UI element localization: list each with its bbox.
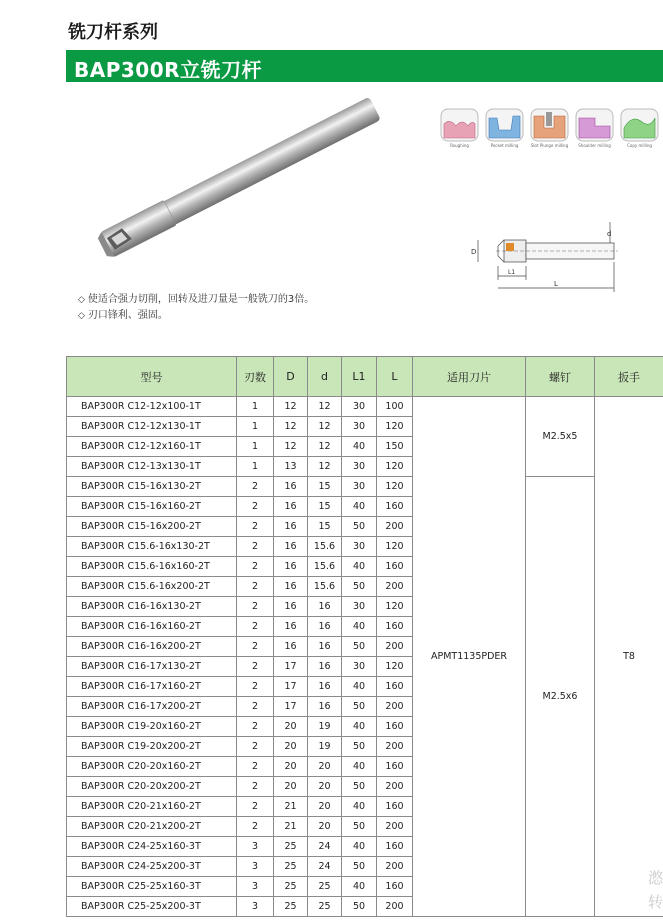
cell-L1: 40 [342,757,377,777]
cell-d: 25 [308,897,342,917]
cell-d: 16 [308,697,342,717]
app-label: Pocket milling [490,143,519,148]
cell-L1: 40 [342,837,377,857]
cell-L: 160 [377,757,413,777]
cell-L1: 50 [342,737,377,757]
watermark-char: 转 [647,893,663,911]
cell-L1: 40 [342,437,377,457]
cell-L: 160 [377,557,413,577]
drawing-label-D: D [471,248,477,256]
cell-d: 15.6 [308,557,342,577]
cell-model: BAP300R C16-17x130-2T [67,657,237,677]
spec-table [66,356,663,917]
app-label: Shoulder milling [578,143,611,148]
cell-d: 16 [308,677,342,697]
watermark-char: 滺 [647,869,663,887]
cell-D: 21 [274,797,308,817]
cell-flutes: 1 [237,457,274,477]
cell-model: BAP300R C16-16x200-2T [67,637,237,657]
cell-model: BAP300R C15-16x160-2T [67,497,237,517]
cell-L: 120 [377,477,413,497]
cell-d: 15.6 [308,537,342,557]
app-slot-plunge [530,108,569,148]
cell-model: BAP300R C16-17x160-2T [67,677,237,697]
cell-d: 16 [308,597,342,617]
feature-item: ◇ 刃口锋利、强固。 [78,308,314,324]
cell-model: BAP300R C15.6-16x200-2T [67,577,237,597]
cell-L: 200 [377,697,413,717]
cell-D: 16 [274,517,308,537]
cell-D: 16 [274,557,308,577]
cell-flutes: 2 [237,617,274,637]
app-copy-milling [620,108,659,148]
cell-D: 12 [274,397,308,417]
cell-flutes: 2 [237,657,274,677]
header-L: L [377,357,413,397]
cell-L: 200 [377,817,413,837]
cell-flutes: 3 [237,837,274,857]
app-shoulder-milling [575,108,614,148]
header-model: 型号 [67,357,237,397]
cell-model: BAP300R C25-25x200-3T [67,897,237,917]
cell-model: BAP300R C20-20x200-2T [67,777,237,797]
cell-L1: 40 [342,557,377,577]
cell-D: 16 [274,617,308,637]
cell-L: 160 [377,617,413,637]
cell-L1: 40 [342,877,377,897]
shoulder-milling-icon [575,108,614,142]
cell-model: BAP300R C19-20x160-2T [67,717,237,737]
cell-screw: M2.5x6 [526,477,595,917]
cell-D: 16 [274,597,308,617]
cell-L1: 30 [342,537,377,557]
cell-D: 20 [274,757,308,777]
cell-L1: 50 [342,857,377,877]
application-icons [440,108,659,148]
cell-L: 160 [377,797,413,817]
cell-flutes: 3 [237,857,274,877]
series-title: 铣刀杆系列 [68,22,158,43]
table-row [67,397,663,417]
cell-wrench: T8 [595,397,663,917]
cell-L1: 30 [342,597,377,617]
cell-L: 160 [377,497,413,517]
cell-L: 100 [377,397,413,417]
cell-D: 20 [274,777,308,797]
cell-model: BAP300R C20-20x160-2T [67,757,237,777]
cell-flutes: 1 [237,397,274,417]
cell-L1: 30 [342,657,377,677]
product-title-bar [66,50,663,82]
cell-flutes: 2 [237,797,274,817]
cell-d: 15 [308,517,342,537]
cell-L1: 30 [342,477,377,497]
cell-flutes: 2 [237,557,274,577]
cell-L1: 50 [342,577,377,597]
cell-L: 160 [377,877,413,897]
cell-model: BAP300R C16-16x160-2T [67,617,237,637]
cell-L: 120 [377,597,413,617]
cell-flutes: 3 [237,877,274,897]
app-label: Roughing [450,143,469,148]
cell-flutes: 1 [237,417,274,437]
cell-model: BAP300R C24-25x200-3T [67,857,237,877]
cell-model: BAP300R C15-16x130-2T [67,477,237,497]
cell-D: 16 [274,577,308,597]
cell-d: 15 [308,497,342,517]
cell-model: BAP300R C24-25x160-3T [67,837,237,857]
cell-L1: 30 [342,457,377,477]
cell-L1: 40 [342,797,377,817]
watermark [648,866,663,914]
cell-model: BAP300R C25-25x160-3T [67,877,237,897]
cell-d: 20 [308,757,342,777]
cell-flutes: 2 [237,737,274,757]
app-label: Slot Plunge milling [530,143,569,148]
dimension-drawing [468,210,633,300]
cell-D: 25 [274,897,308,917]
cell-model: BAP300R C12-13x130-1T [67,457,237,477]
cell-L: 160 [377,837,413,857]
cell-d: 16 [308,617,342,637]
cell-D: 25 [274,857,308,877]
roughing-icon [440,108,479,142]
app-label: Copy milling [627,143,652,148]
cell-L1: 50 [342,897,377,917]
cell-L: 200 [377,517,413,537]
cell-D: 12 [274,417,308,437]
header-screw: 螺钉 [526,357,595,397]
cell-d: 19 [308,737,342,757]
cell-flutes: 2 [237,597,274,617]
cell-model: BAP300R C15.6-16x130-2T [67,537,237,557]
cell-flutes: 2 [237,637,274,657]
cell-flutes: 2 [237,697,274,717]
cell-L: 120 [377,417,413,437]
slot-plunge-icon [530,108,569,142]
pocket-milling-icon [485,108,524,142]
cell-flutes: 3 [237,897,274,917]
product-title: BAP300R立铣刀杆 [74,58,263,82]
cell-d: 20 [308,817,342,837]
cell-flutes: 2 [237,677,274,697]
cell-L: 200 [377,777,413,797]
header-d: d [308,357,342,397]
cell-model: BAP300R C12-12x160-1T [67,437,237,457]
cell-screw: M2.5x5 [526,397,595,477]
cell-D: 17 [274,697,308,717]
cell-model: BAP300R C20-21x160-2T [67,797,237,817]
cell-L: 120 [377,457,413,477]
cell-D: 21 [274,817,308,837]
cell-D: 16 [274,637,308,657]
cell-d: 15.6 [308,577,342,597]
cell-model: BAP300R C16-16x130-2T [67,597,237,617]
cell-L: 200 [377,897,413,917]
cell-flutes: 2 [237,777,274,797]
cell-d: 12 [308,417,342,437]
cell-L: 200 [377,737,413,757]
copy-milling-icon [620,108,659,142]
cell-d: 24 [308,857,342,877]
cell-D: 13 [274,457,308,477]
cell-d: 20 [308,777,342,797]
cell-L: 160 [377,717,413,737]
cell-D: 25 [274,877,308,897]
cell-L1: 50 [342,777,377,797]
cell-L: 150 [377,437,413,457]
cell-D: 16 [274,537,308,557]
cell-d: 20 [308,797,342,817]
cell-d: 12 [308,397,342,417]
cell-L1: 40 [342,677,377,697]
cell-d: 16 [308,637,342,657]
cell-L1: 30 [342,397,377,417]
table-row [67,477,663,497]
cell-flutes: 2 [237,757,274,777]
drawing-label-d: d [607,230,612,238]
cell-L: 160 [377,677,413,697]
cell-model: BAP300R C15.6-16x160-2T [67,557,237,577]
drawing-label-L1: L1 [508,269,516,276]
cell-model: BAP300R C15-16x200-2T [67,517,237,537]
cell-flutes: 2 [237,497,274,517]
cell-D: 16 [274,477,308,497]
header-L1: L1 [342,357,377,397]
cell-flutes: 2 [237,577,274,597]
cell-model: BAP300R C20-21x200-2T [67,817,237,837]
cell-flutes: 2 [237,717,274,737]
feature-item: ◇ 使适合强力切削，回转及进刀量是一般铣刀的3倍。 [78,292,314,308]
cell-flutes: 2 [237,817,274,837]
cell-L1: 50 [342,817,377,837]
cell-flutes: 1 [237,437,274,457]
cell-d: 19 [308,717,342,737]
app-roughing [440,108,479,148]
cell-model: BAP300R C16-17x200-2T [67,697,237,717]
cell-L: 200 [377,857,413,877]
cell-L1: 40 [342,617,377,637]
cell-L1: 50 [342,637,377,657]
cell-L1: 30 [342,417,377,437]
header-wrench: 扳手 [595,357,663,397]
app-pocket-milling [485,108,524,148]
cell-d: 16 [308,657,342,677]
cell-d: 25 [308,877,342,897]
spec-table-body [67,397,663,917]
cell-L: 120 [377,657,413,677]
cell-L1: 40 [342,717,377,737]
table-header-row [67,357,663,397]
cell-L1: 50 [342,517,377,537]
cell-d: 12 [308,457,342,477]
cell-D: 20 [274,737,308,757]
feature-list [78,292,314,324]
cell-D: 17 [274,677,308,697]
drawing-label-L: L [554,280,558,288]
cell-model: BAP300R C12-12x130-1T [67,417,237,437]
cell-L1: 50 [342,697,377,717]
cell-D: 25 [274,837,308,857]
cell-L: 200 [377,637,413,657]
cell-d: 24 [308,837,342,857]
cell-L: 200 [377,577,413,597]
cell-L1: 40 [342,497,377,517]
cell-flutes: 2 [237,477,274,497]
milling-cutter-photo [72,95,402,265]
cell-D: 12 [274,437,308,457]
header-insert: 适用刀片 [413,357,526,397]
cell-L: 120 [377,537,413,557]
cell-model: BAP300R C12-12x100-1T [67,397,237,417]
cell-D: 16 [274,497,308,517]
cell-model: BAP300R C19-20x200-2T [67,737,237,757]
cell-d: 12 [308,437,342,457]
cell-flutes: 2 [237,517,274,537]
cell-D: 17 [274,657,308,677]
cell-d: 15 [308,477,342,497]
header-flutes: 刃数 [237,357,274,397]
cell-flutes: 2 [237,537,274,557]
cell-D: 20 [274,717,308,737]
header-D: D [274,357,308,397]
cell-insert: APMT1135PDER [413,397,526,917]
